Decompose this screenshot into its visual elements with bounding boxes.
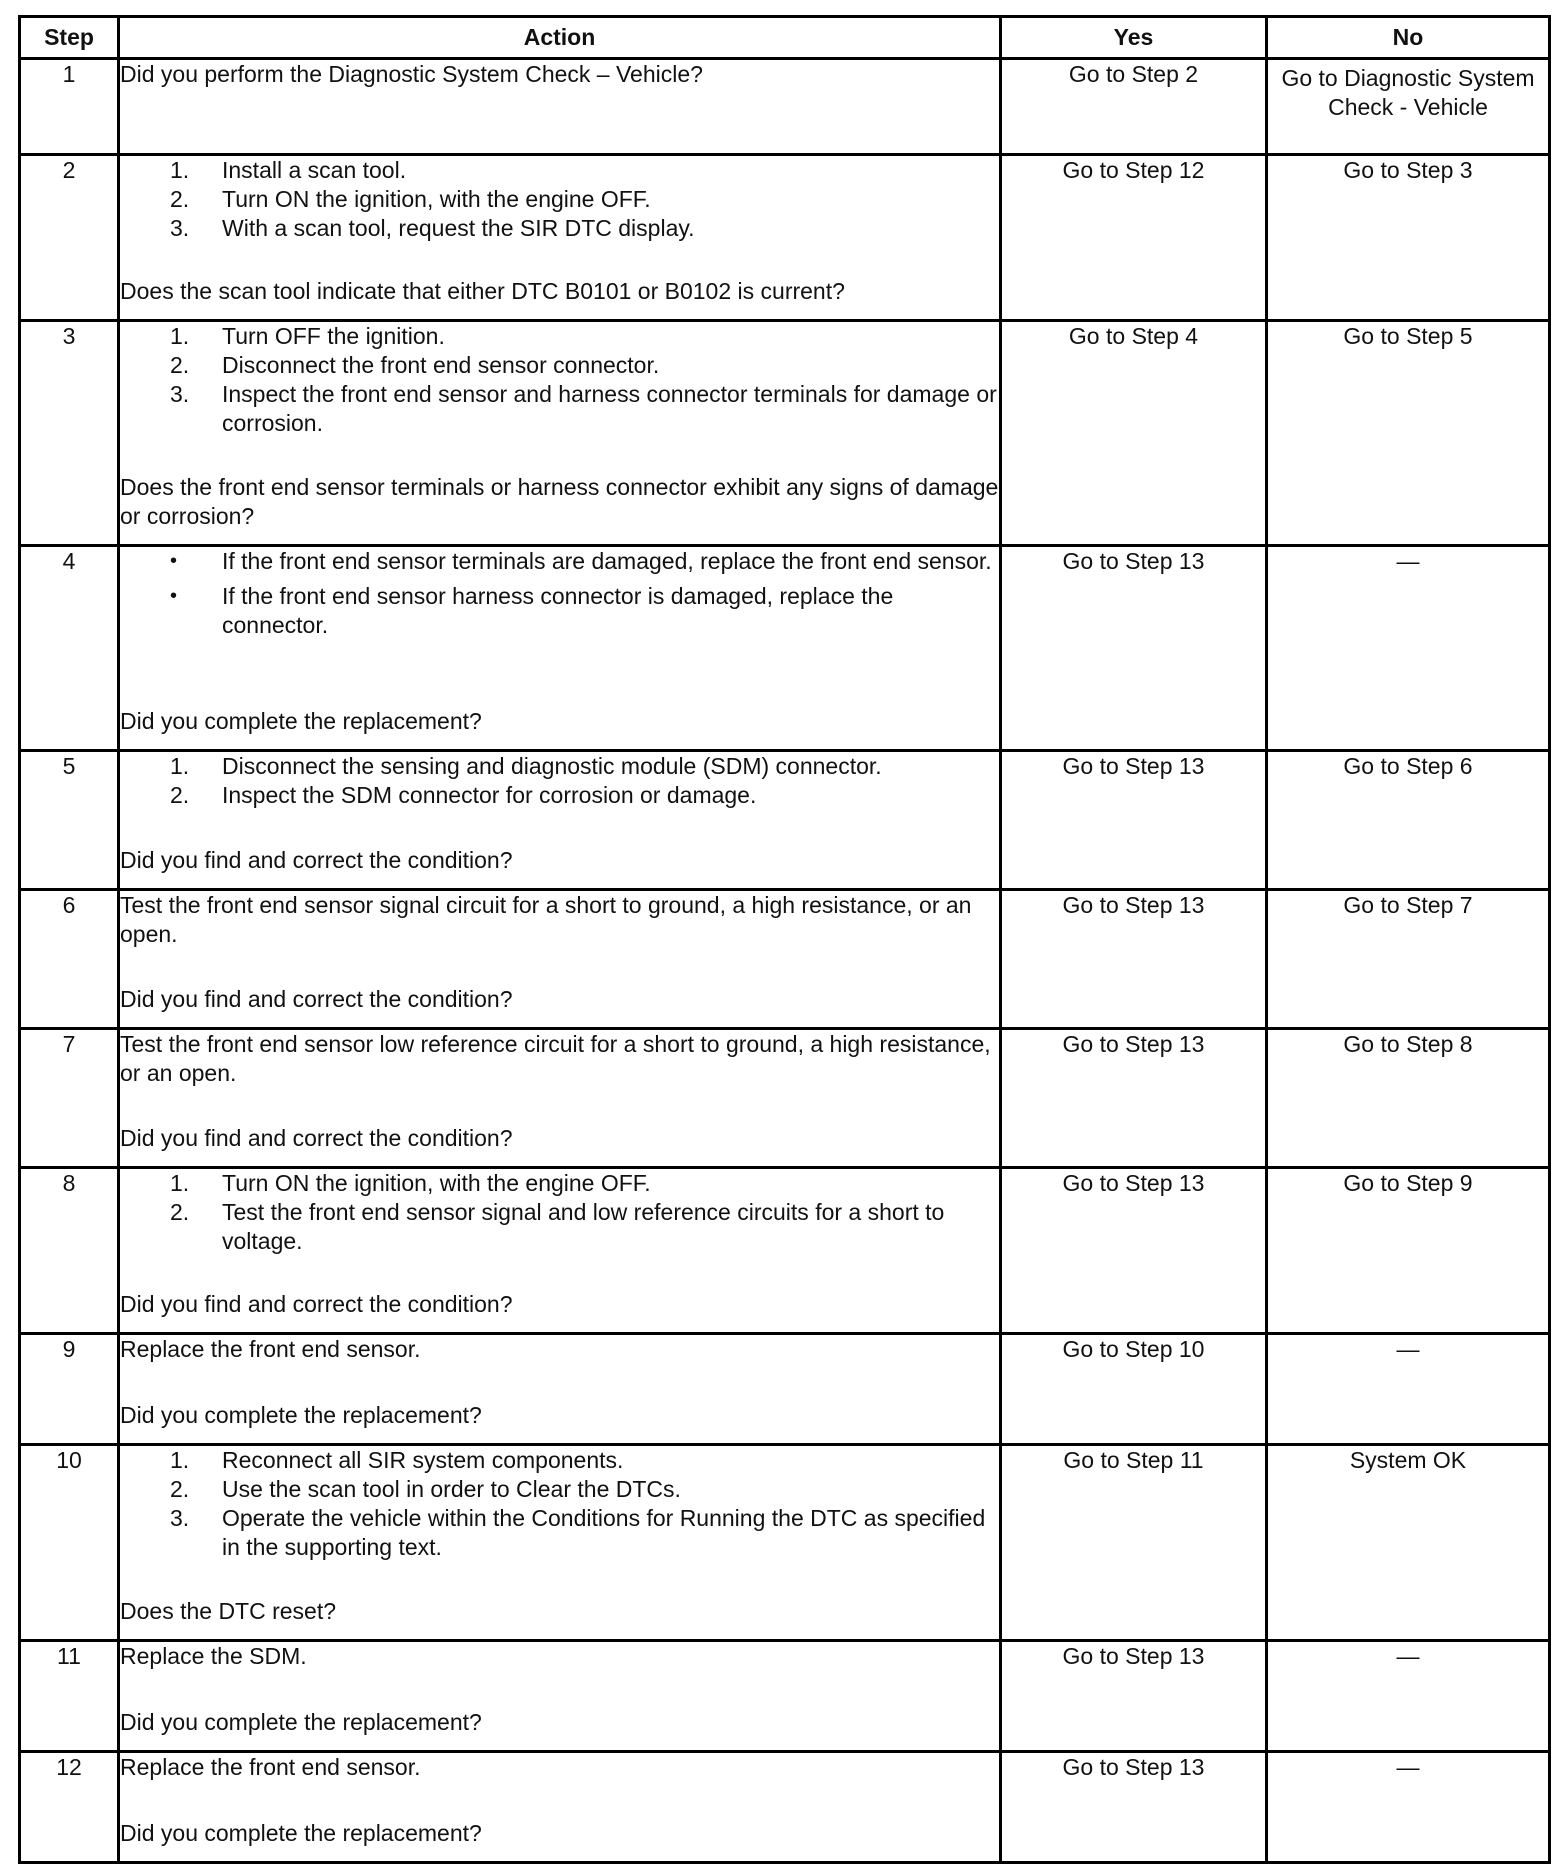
yes-result: Go to Step 13 (1001, 1641, 1267, 1752)
bullet-item (120, 582, 999, 640)
procedure-number: 2. (170, 186, 190, 212)
action-question: Did you complete the replacement? (120, 708, 482, 734)
action-cell (119, 546, 1001, 751)
action-question: Did you find and correct the condition? (120, 986, 513, 1012)
no-result: — (1267, 546, 1550, 751)
action-cell (119, 890, 1001, 1029)
step-number: 6 (20, 890, 119, 1029)
procedure-text: Inspect the SDM connector for corrosion or damage. (222, 782, 757, 808)
no-result: Go to Step 8 (1267, 1029, 1550, 1168)
action-question: Did you find and correct the condition? (120, 847, 513, 873)
procedure-text: Disconnect the front end sensor connector. (222, 352, 660, 378)
action-top (120, 1335, 999, 1364)
step-number: 12 (20, 1752, 119, 1863)
action-content (120, 1030, 999, 1153)
diagnostic-table (18, 15, 1551, 1864)
procedure-item (120, 351, 999, 380)
procedure-number: 2. (170, 1199, 190, 1225)
action-content (120, 1335, 999, 1430)
action-top (120, 156, 999, 243)
action-cell (119, 1445, 1001, 1641)
procedure-text: Test the front end sensor signal and low reference circuits for a short to voltage. (222, 1199, 945, 1254)
bullet-item (120, 547, 999, 576)
action-content (120, 891, 999, 1014)
action-text: Test the front end sensor signal circuit for a short to ground, a high resistance, or an open. (120, 892, 972, 947)
action-text: Replace the front end sensor. (120, 1754, 421, 1780)
action-top (120, 1446, 999, 1562)
procedure-number: 3. (170, 1505, 190, 1531)
no-result: Go to Diagnostic System Check - Vehicle (1267, 59, 1550, 155)
procedure-item (120, 752, 999, 781)
yes-result: Go to Step 13 (1001, 546, 1267, 751)
action-cell (119, 1752, 1001, 1863)
header-row (20, 17, 1550, 59)
procedure-list (120, 1169, 999, 1256)
table-row (20, 1445, 1550, 1641)
procedure-number: 1. (170, 157, 190, 183)
procedure-text: Install a scan tool. (222, 157, 407, 183)
yes-result: Go to Step 13 (1001, 1168, 1267, 1334)
action-cell (119, 751, 1001, 890)
action-content (120, 156, 999, 306)
action-top (120, 752, 999, 810)
procedure-list (120, 1446, 999, 1562)
table-row (20, 546, 1550, 751)
action-cell (119, 1029, 1001, 1168)
action-text: Replace the SDM. (120, 1643, 307, 1669)
action-text: Test the front end sensor low reference circuit for a short to ground, a high resistance, or an open. (120, 1031, 991, 1086)
no-result: Go to Step 7 (1267, 890, 1550, 1029)
procedure-number: 2. (170, 782, 190, 808)
no-result: Go to Step 9 (1267, 1168, 1550, 1334)
table-row (20, 59, 1550, 155)
action-top (120, 1030, 999, 1088)
step-number: 10 (20, 1445, 119, 1641)
yes-result: Go to Step 13 (1001, 1752, 1267, 1863)
action-top (120, 547, 999, 646)
procedure-number: 2. (170, 352, 190, 378)
procedure-item (120, 185, 999, 214)
action-top (120, 1642, 999, 1671)
action-content (120, 1642, 999, 1737)
no-result: — (1267, 1334, 1550, 1445)
action-content (120, 1753, 999, 1848)
procedure-item (120, 156, 999, 185)
yes-result: Go to Step 11 (1001, 1445, 1267, 1641)
table-row (20, 890, 1550, 1029)
action-text: Replace the front end sensor. (120, 1336, 421, 1362)
action-cell (119, 1334, 1001, 1445)
procedure-text: Turn ON the ignition, with the engine OFF. (222, 186, 651, 212)
table-row (20, 1334, 1550, 1445)
yes-result: Go to Step 13 (1001, 890, 1267, 1029)
yes-result: Go to Step 4 (1001, 321, 1267, 546)
header-yes: Yes (1001, 17, 1267, 59)
action-text: Did you perform the Diagnostic System Check – Vehicle? (120, 61, 703, 87)
bullet-text: If the front end sensor terminals are damaged, replace the front end sensor. (222, 548, 992, 574)
step-number: 11 (20, 1641, 119, 1752)
step-number: 2 (20, 155, 119, 321)
table-row (20, 751, 1550, 890)
procedure-text: With a scan tool, request the SIR DTC display. (222, 215, 695, 241)
table-row (20, 1641, 1550, 1752)
step-number: 4 (20, 546, 119, 751)
action-question: Did you find and correct the condition? (120, 1291, 513, 1317)
step-number: 9 (20, 1334, 119, 1445)
action-top (120, 891, 999, 949)
procedure-text: Turn OFF the ignition. (222, 323, 445, 349)
step-number: 1 (20, 59, 119, 155)
procedure-item (120, 214, 999, 243)
no-result: Go to Step 5 (1267, 321, 1550, 546)
action-question: Did you find and correct the condition? (120, 1125, 513, 1151)
header-step: Step (20, 17, 119, 59)
action-content (120, 547, 999, 736)
procedure-list (120, 156, 999, 243)
procedure-text: Operate the vehicle within the Conditions for Running the DTC as specified in the supporting text. (222, 1505, 986, 1560)
header-no: No (1267, 17, 1550, 59)
table-row (20, 321, 1550, 546)
step-number: 5 (20, 751, 119, 890)
action-top (120, 1169, 999, 1256)
action-question: Does the front end sensor terminals or harness connector exhibit any signs of damage or corrosion? (120, 474, 999, 529)
procedure-item (120, 1475, 999, 1504)
action-question: Did you complete the replacement? (120, 1820, 482, 1846)
no-result: — (1267, 1641, 1550, 1752)
yes-result: Go to Step 2 (1001, 59, 1267, 155)
action-content (120, 60, 999, 140)
procedure-text: Inspect the front end sensor and harness connector terminals for damage or corrosion. (222, 381, 997, 436)
procedure-item (120, 1198, 999, 1256)
header-action: Action (119, 17, 1001, 59)
yes-result: Go to Step 12 (1001, 155, 1267, 321)
procedure-number: 2. (170, 1476, 190, 1502)
action-content (120, 1446, 999, 1626)
action-question: Did you complete the replacement? (120, 1709, 482, 1735)
procedure-item (120, 1169, 999, 1198)
bullet-icon: • (170, 585, 178, 607)
no-result: Go to Step 6 (1267, 751, 1550, 890)
action-top (120, 322, 999, 438)
procedure-item (120, 380, 999, 438)
yes-result: Go to Step 13 (1001, 751, 1267, 890)
procedure-item (120, 1446, 999, 1475)
procedure-item (120, 1504, 999, 1562)
action-content (120, 752, 999, 875)
procedure-text: Turn ON the ignition, with the engine OFF. (222, 1170, 651, 1196)
procedure-number: 3. (170, 381, 190, 407)
yes-result: Go to Step 13 (1001, 1029, 1267, 1168)
yes-result: Go to Step 10 (1001, 1334, 1267, 1445)
bullet-list (120, 547, 999, 640)
procedure-list (120, 752, 999, 810)
action-content (120, 322, 999, 531)
procedure-number: 3. (170, 215, 190, 241)
action-content (120, 1169, 999, 1319)
procedure-number: 1. (170, 753, 190, 779)
bullet-text: If the front end sensor harness connector is damaged, replace the connector. (222, 583, 894, 638)
action-top (120, 1753, 999, 1782)
action-cell (119, 1168, 1001, 1334)
no-result: Go to Step 3 (1267, 155, 1550, 321)
action-top (120, 60, 999, 89)
procedure-list (120, 322, 999, 438)
no-result: — (1267, 1752, 1550, 1863)
procedure-text: Reconnect all SIR system components. (222, 1447, 624, 1473)
action-cell (119, 59, 1001, 155)
no-result: System OK (1267, 1445, 1550, 1641)
diagnostic-table-container (18, 15, 1551, 1864)
table-row (20, 155, 1550, 321)
action-cell (119, 321, 1001, 546)
table-row (20, 1752, 1550, 1863)
action-question: Does the DTC reset? (120, 1598, 337, 1624)
bullet-icon: • (170, 550, 178, 572)
step-number: 8 (20, 1168, 119, 1334)
action-question: Did you complete the replacement? (120, 1402, 482, 1428)
step-number: 3 (20, 321, 119, 546)
action-cell (119, 1641, 1001, 1752)
procedure-item (120, 322, 999, 351)
procedure-number: 1. (170, 1170, 190, 1196)
procedure-number: 1. (170, 1447, 190, 1473)
procedure-number: 1. (170, 323, 190, 349)
step-number: 7 (20, 1029, 119, 1168)
procedure-text: Disconnect the sensing and diagnostic module (SDM) connector. (222, 753, 882, 779)
action-question: Does the scan tool indicate that either DTC B0101 or B0102 is current? (120, 278, 845, 304)
procedure-item (120, 781, 999, 810)
procedure-text: Use the scan tool in order to Clear the DTCs. (222, 1476, 681, 1502)
action-cell (119, 155, 1001, 321)
table-row (20, 1029, 1550, 1168)
table-row (20, 1168, 1550, 1334)
